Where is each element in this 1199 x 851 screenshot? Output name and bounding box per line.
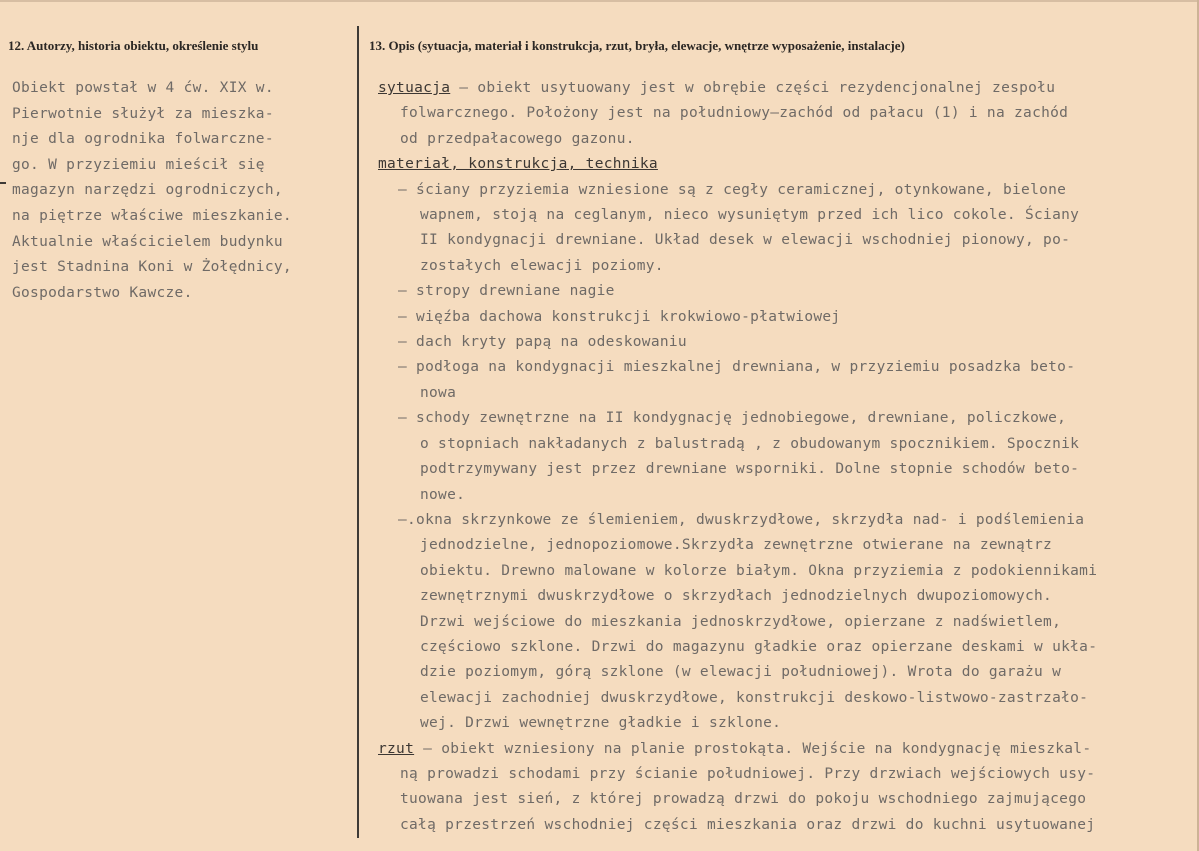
section-13-line: całą przestrzeń wschodniej części mieszkania oraz drzwi do kuchni usytuowanej <box>400 816 1096 833</box>
section-12-line: jest Stadnina Koni w Żołędnicy, <box>12 259 292 276</box>
section-13-line: od przedpałacowego gazonu. <box>400 130 635 147</box>
section-13-line: dzie poziomym, górą szklone (w elewacji południowej). Wrota do garażu w <box>420 664 1062 681</box>
section-12-line: Aktualnie właścicielem budynku <box>12 233 283 250</box>
section-13-line: – stropy drewniane nagie <box>398 283 615 300</box>
section-13-line: zewnętrznymi dwuskrzydłowe o skrzydłach jednodzielnych dwupoziomowych. <box>420 588 1053 605</box>
section-13-line <box>378 737 1097 762</box>
section-13-line: folwarcznego. Położony jest na południowy–zachód od pałacu (1) i na zachód <box>400 105 1069 122</box>
section-13-line: jednodzielne, jednopoziomowe.Skrzydła zewnętrzne otwierane na zewnątrz <box>420 537 1053 554</box>
section-12-body <box>12 76 292 306</box>
section-13-line: ną prowadzi schodami przy ścianie południowej. Przy drzwiach wejściowych usy- <box>400 765 1096 782</box>
section-12-line: go. W przyziemiu mieścił się <box>12 156 265 173</box>
section-12-line: Gospodarstwo Kawcze. <box>12 284 193 301</box>
section-13-line: – więźba dachowa konstrukcji krokwiowo-płatwiowej <box>398 308 841 325</box>
section-13-line: tuowana jest sień, z której prowadzą drzwi do pokoju wschodniego zajmującego <box>400 791 1087 808</box>
section-12-line: na piętrze właściwe mieszkanie. <box>12 207 292 224</box>
subsection-heading: rzut <box>378 740 415 757</box>
subsection-text: – obiekt usytuowany jest w obrębie części rezydencjonalnej zespołu <box>450 80 1056 96</box>
section-12-line: magazyn narzędzi ogrodniczych, <box>12 182 283 199</box>
section-13-line: wapnem, stoją na ceglanym, nieco wysuniętym przed ich lico cokole. Ściany <box>420 207 1080 224</box>
subsection-text: – obiekt wzniesiony na planie prostokąta. Wejście na kondygnację mieszkal- <box>414 740 1092 757</box>
section-12-title: 12. Autorzy, historia obiektu, określenie stylu <box>8 38 259 53</box>
section-13-line: – schody zewnętrzne na II kondygnację jednobiegowe, drewniane, policzkowe, <box>398 410 1067 427</box>
section-13-line: II kondygnacji drewniane. Układ desek w elewacji wschodniej pionowy, po- <box>420 232 1071 249</box>
section-12-line: Obiekt powstał w 4 ćw. XIX w. <box>12 80 274 96</box>
top-edge <box>0 0 1199 2</box>
section-13-line: nowa <box>420 384 457 401</box>
section-13-line <box>378 76 1097 101</box>
section-13-line: zostałych elewacji poziomy. <box>420 257 664 274</box>
section-13-line: Drzwi wejściowe do mieszkania jednoskrzydłowe, opierzane z nadświetlem, <box>420 613 1062 630</box>
section-13-line: o stopniach nakładanych z balustradą , z obudowanym spocznikiem. Spocznik <box>420 435 1080 452</box>
section-13-line: – podłoga na kondygnacji mieszkalnej drewniana, w przyziemiu posadzka beto- <box>398 359 1076 376</box>
subsection-heading: materiał, konstrukcja, technika <box>378 156 658 173</box>
section-13-line: nowe. <box>420 486 466 503</box>
section-13-line: elewacji zachodniej dwuskrzydłowe, konstrukcji deskowo-listwowo-zastrzało- <box>420 689 1089 706</box>
subsection-heading: sytuacja <box>378 80 451 96</box>
section-13-line: – dach kryty papą na odeskowaniu <box>398 334 687 351</box>
section-13-line: podtrzymywany jest przez drewniane wsporniki. Dolne stopnie schodów beto- <box>420 461 1080 478</box>
section-13-body <box>378 76 1097 838</box>
margin-tick <box>0 182 6 184</box>
section-13-line: – ściany przyziemia wzniesione są z cegły ceramicznej, otynkowane, bielone <box>398 181 1067 198</box>
section-13-line: częściowo szklone. Drzwi do magazynu gładkie oraz opierzane deskami w ukła- <box>420 638 1098 655</box>
section-13-line: obiektu. Drewno malowane w kolorze białym. Okna przyziemia z podokiennikami <box>420 562 1098 579</box>
section-13-line: –.okna skrzynkowe ze ślemieniem, dwuskrzydłowe, skrzydła nad- i podślemienia <box>398 511 1085 528</box>
section-12-line: Pierwotnie służył za mieszka- <box>12 105 274 122</box>
section-13-line <box>378 152 1097 177</box>
section-13-title: 13. Opis (sytuacja, materiał i konstrukcja, rzut, bryła, elewacje, wnętrze wyposażenie, instalacje) <box>369 38 905 53</box>
section-13-line: wej. Drzwi wewnętrzne gładkie i szklone. <box>420 715 782 732</box>
column-divider <box>357 26 359 838</box>
section-12-line: nje dla ogrodnika folwarczne- <box>12 131 274 148</box>
